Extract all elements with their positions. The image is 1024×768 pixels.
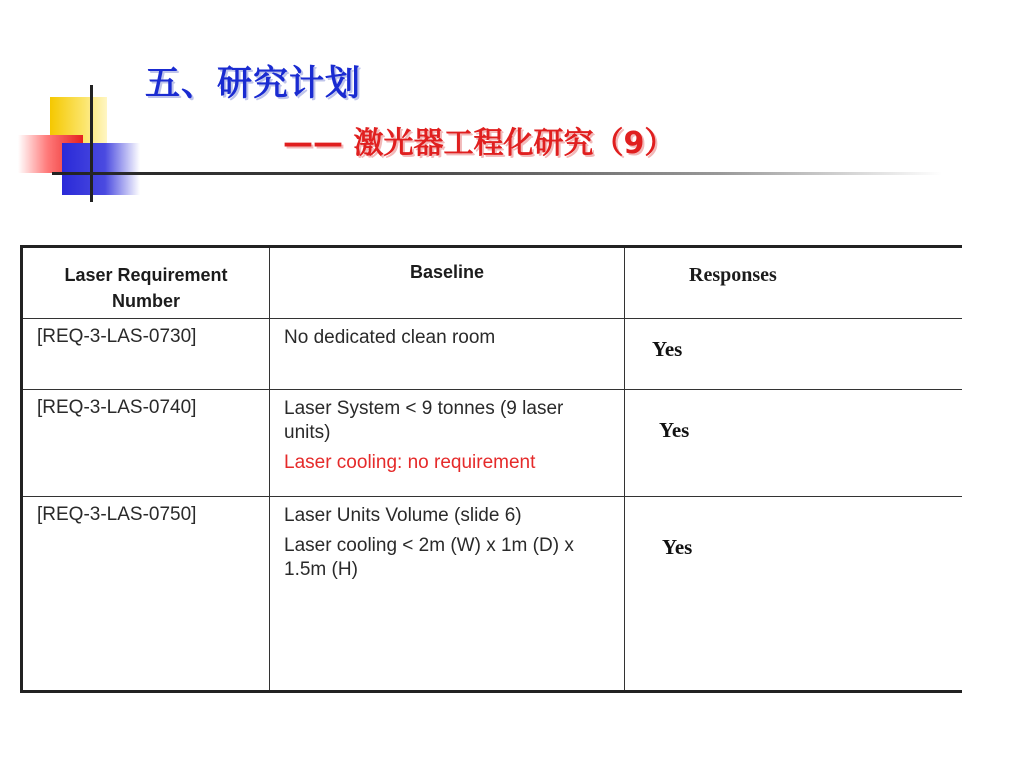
requirements-table [20,245,960,690]
header-requirement-number [22,247,270,319]
response-cell: Yes [625,497,962,692]
table-row [22,497,962,692]
requirement-id: [REQ-3-LAS-0730] [22,319,270,390]
requirement-id: [REQ-3-LAS-0750] [22,497,270,692]
baseline-cell [270,319,625,390]
response-cell: Yes [625,390,962,497]
header-responses: Responses [625,247,962,319]
table-row [22,390,962,497]
slide-title: 五、研究计划 [145,64,362,104]
response-cell: Yes [625,319,962,390]
table-row [22,319,962,390]
baseline-note: Laser cooling: no requirement [284,452,536,473]
header-number-line1: Laser Requirement [64,265,228,285]
baseline-cell [270,390,625,497]
table-header-row [22,247,962,319]
baseline-text: No dedicated clean room [284,327,496,348]
vertical-rule [90,85,93,202]
baseline-text: Laser System < 9 tonnes (9 laser units) [284,398,564,443]
requirement-id: [REQ-3-LAS-0740] [22,390,270,497]
header-number-line2: Number [111,291,180,311]
baseline-cell [270,497,625,692]
baseline-text: Laser Units Volume (slide 6) [284,505,522,526]
decorative-logo [0,0,140,210]
blue-square-decoration [62,143,140,195]
slide-subtitle: —— 激光器工程化研究（9） [283,126,675,161]
baseline-text: Laser cooling < 2m (W) x 1m (D) x 1.5m (H) [284,535,574,580]
title-divider [52,172,942,175]
header-baseline: Baseline [270,247,625,319]
